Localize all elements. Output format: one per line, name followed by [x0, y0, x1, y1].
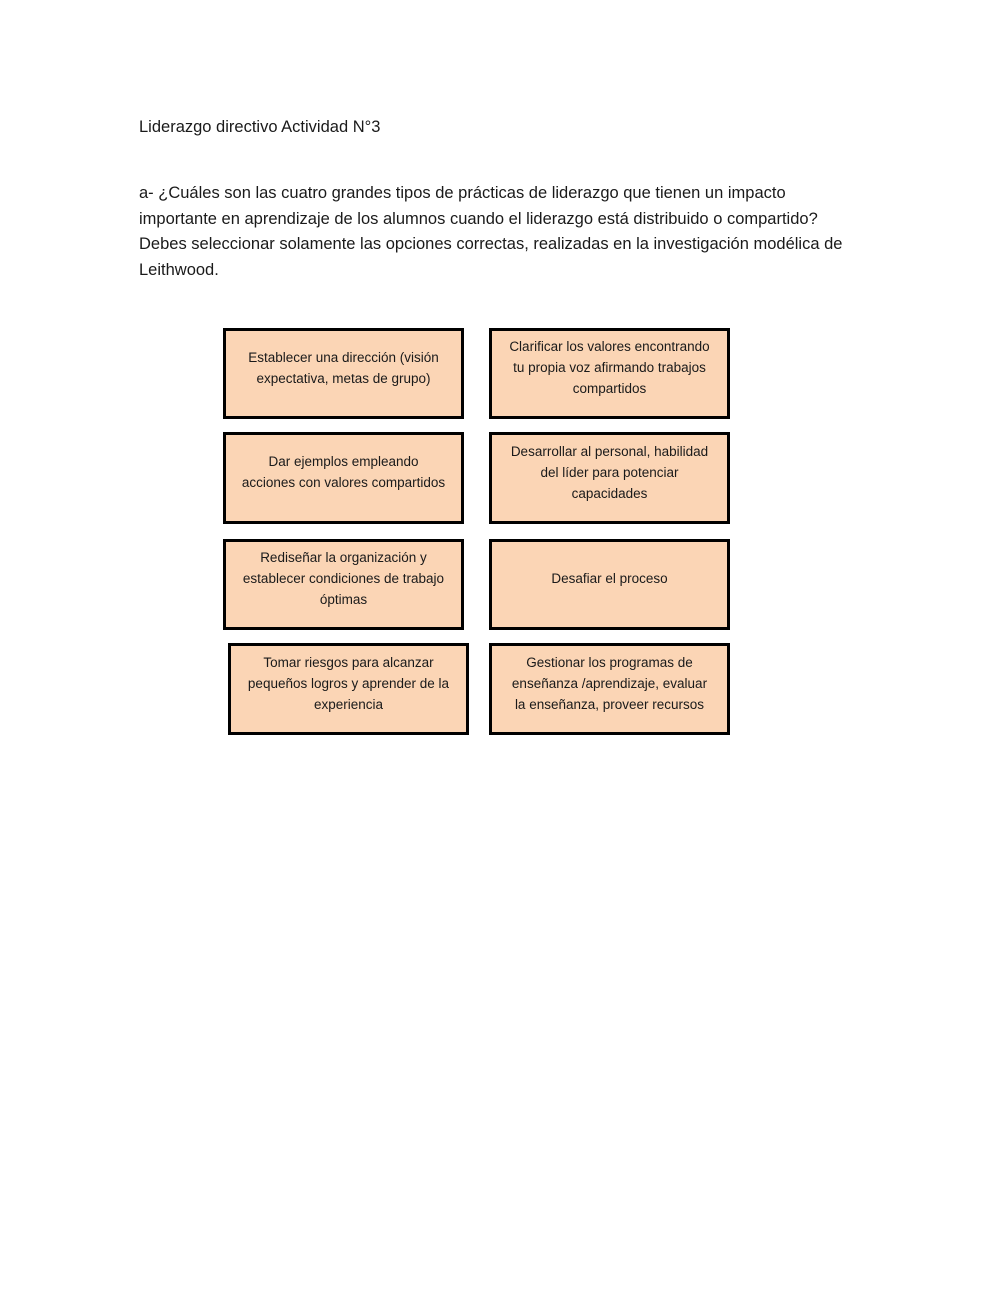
option-label: Rediseñar la organización y establecer condiciones de trabajo óptimas — [242, 550, 445, 607]
option-label: Establecer una dirección (visión expectativa, metas de grupo) — [248, 349, 439, 386]
option-label: Desafiar el proceso — [551, 571, 668, 586]
option-label: Tomar riesgos para alcanzar pequeños logros y aprender de la experiencia — [247, 654, 450, 712]
option-card[interactable] — [489, 539, 730, 630]
option-card[interactable] — [228, 643, 469, 735]
question-text: a- ¿Cuáles son las cuatro grandes tipos de prácticas de liderazgo que tienen un impacto importante en aprendizaje de los alumnos cuando el liderazgo está distribuido o compartido? Debes seleccionar solamente las opciones correctas, realizadas en la investigación modélica de Leithwood. — [139, 184, 843, 279]
option-card[interactable] — [223, 432, 464, 524]
option-card[interactable] — [223, 328, 464, 419]
option-card[interactable] — [489, 432, 730, 524]
option-label: Clarificar los valores encontrando tu propia voz afirmando trabajos compartidos — [509, 339, 710, 396]
option-card[interactable] — [223, 539, 464, 630]
option-label: Dar ejemplos empleando acciones con valores compartidos — [241, 454, 446, 490]
page-title: Liderazgo directivo Actividad N°3 — [139, 118, 381, 136]
option-label: Gestionar los programas de enseñanza /aprendizaje, evaluar la enseñanza, proveer recursos — [511, 654, 708, 712]
option-label: Desarrollar al personal, habilidad del líder para potenciar capacidades — [510, 443, 709, 501]
option-card[interactable] — [489, 328, 730, 419]
option-card[interactable] — [489, 643, 730, 735]
